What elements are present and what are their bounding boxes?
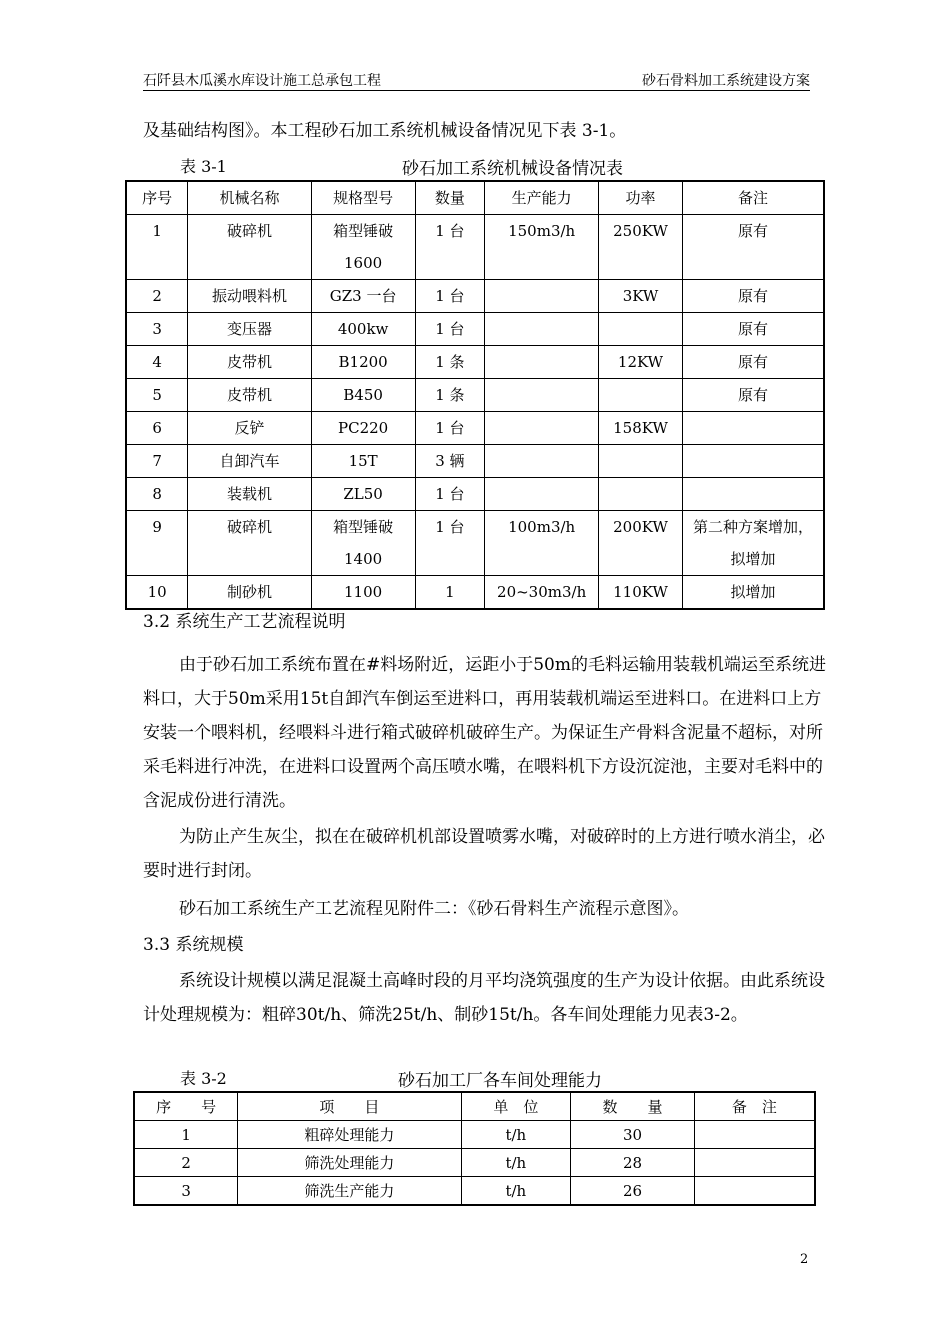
table-cell: 原有 bbox=[682, 379, 824, 412]
col-header: 序 号 bbox=[134, 1092, 238, 1121]
table-cell: 1 台 bbox=[415, 412, 485, 445]
table-cell: t/h bbox=[461, 1177, 571, 1206]
table-cell bbox=[485, 478, 599, 511]
table-cell: 筛洗生产能力 bbox=[238, 1177, 461, 1206]
section-3-3-heading: 3.3 系统规模 bbox=[143, 935, 244, 955]
intro-text: 及基础结构图》。本工程砂石加工系统机械设备情况见下表 3-1。 bbox=[143, 121, 627, 141]
table-cell: 箱型锤破 1600 bbox=[311, 215, 415, 280]
page-number: 2 bbox=[800, 1252, 809, 1267]
table-cell: 破碎机 bbox=[188, 215, 311, 280]
section-3-2-paragraph-2: 为防止产生灰尘，拟在在破碎机机部设置喷雾水嘴，对破碎时的上方进行喷水消尘，必要时进行封闭。 bbox=[143, 827, 825, 881]
table-cell: 7 bbox=[126, 445, 188, 478]
table-cell: 皮带机 bbox=[188, 346, 311, 379]
table-row bbox=[126, 346, 824, 379]
table-cell: t/h bbox=[461, 1149, 571, 1177]
table-cell: GZ3 一台 bbox=[311, 280, 415, 313]
table-cell: 第二种方案增加，拟增加 bbox=[682, 511, 824, 576]
table-cell: 振动喂料机 bbox=[188, 280, 311, 313]
table-cell: 2 bbox=[126, 280, 188, 313]
table2-caption-number: 表 3-2 bbox=[180, 1069, 227, 1088]
table-cell: B1200 bbox=[311, 346, 415, 379]
col-header: 数量 bbox=[415, 181, 485, 215]
table-cell: 20~30m3/h bbox=[485, 576, 599, 610]
section-3-2-heading: 3.2 系统生产工艺流程说明 bbox=[143, 612, 346, 632]
table-cell: 250KW bbox=[599, 215, 683, 280]
table-cell: 原有 bbox=[682, 215, 824, 280]
table-cell: 1 台 bbox=[415, 478, 485, 511]
table-cell bbox=[694, 1149, 815, 1177]
table-cell: 箱型锤破 1400 bbox=[311, 511, 415, 576]
table-row bbox=[134, 1121, 815, 1149]
table-cell: 变压器 bbox=[188, 313, 311, 346]
table-row bbox=[126, 379, 824, 412]
table-cell: 1 bbox=[126, 215, 188, 280]
table-cell: 110KW bbox=[599, 576, 683, 610]
header-document-title: 砂石骨料加工系统建设方案 bbox=[642, 73, 810, 89]
col-header: 机械名称 bbox=[188, 181, 311, 215]
table-cell: 3KW bbox=[599, 280, 683, 313]
table-cell: 100m3/h bbox=[485, 511, 599, 576]
page-header bbox=[143, 70, 810, 91]
table-row bbox=[126, 412, 824, 445]
table-cell: 150m3/h bbox=[485, 215, 599, 280]
table-cell: 158KW bbox=[599, 412, 683, 445]
table-row bbox=[126, 511, 824, 576]
section-3-3-paragraph-1: 系统设计规模以满足混凝土高峰时段的月平均浇筑强度的生产为设计依据。由此系统设计处理规模为：粗碎30t/h、筛洗25t/h、制砂15t/h。各车间处理能力见表3-2。 bbox=[143, 971, 825, 1025]
table-row bbox=[126, 478, 824, 511]
table-cell: B450 bbox=[311, 379, 415, 412]
table-cell: 原有 bbox=[682, 280, 824, 313]
table-row bbox=[134, 1177, 815, 1206]
table-cell: 30 bbox=[571, 1121, 695, 1149]
table-cell: 1 条 bbox=[415, 346, 485, 379]
table-cell: 200KW bbox=[599, 511, 683, 576]
table-cell: 1 台 bbox=[415, 215, 485, 280]
col-header: 备 注 bbox=[694, 1092, 815, 1121]
table-cell: 4 bbox=[126, 346, 188, 379]
table-cell: 1 bbox=[134, 1121, 238, 1149]
table-cell bbox=[694, 1121, 815, 1149]
table-cell bbox=[694, 1177, 815, 1206]
equipment-table bbox=[125, 180, 825, 610]
header-project-title: 石阡县木瓜溪水库设计施工总承包工程 bbox=[143, 73, 381, 89]
table-row bbox=[134, 1149, 815, 1177]
table-row bbox=[126, 215, 824, 280]
col-header: 规格型号 bbox=[311, 181, 415, 215]
table-cell: 反铲 bbox=[188, 412, 311, 445]
table-cell: 3 bbox=[134, 1177, 238, 1206]
table-cell: 皮带机 bbox=[188, 379, 311, 412]
table-cell: 原有 bbox=[682, 313, 824, 346]
table-cell: 拟增加 bbox=[682, 576, 824, 610]
col-header: 序号 bbox=[126, 181, 188, 215]
section-3-2-paragraph-1: 由于砂石加工系统布置在#料场附近，运距小于50m的毛料运输用装载机端运至系统进料口，大于50m采用15t自卸汽车倒运至进料口，再用装载机端运至进料口。在进料口上方安装一个喂料机，经喂料斗进行箱式破碎机破碎生产。为保证生产骨料含泥量不超标，对所采毛料进行冲洗，在进料口设置两个高压喷水嘴，在喂料机下方设沉淀池，主要对毛料中的含泥成份进行清洗。 bbox=[143, 655, 826, 811]
table-cell: 3 辆 bbox=[415, 445, 485, 478]
table-header-row bbox=[126, 181, 824, 215]
table-cell: 制砂机 bbox=[188, 576, 311, 610]
table-cell: 9 bbox=[126, 511, 188, 576]
table-cell bbox=[485, 379, 599, 412]
table-cell bbox=[599, 445, 683, 478]
col-header: 生产能力 bbox=[485, 181, 599, 215]
table-cell bbox=[682, 478, 824, 511]
table-cell: 破碎机 bbox=[188, 511, 311, 576]
table-cell: 1100 bbox=[311, 576, 415, 610]
table-cell: 原有 bbox=[682, 346, 824, 379]
table-cell bbox=[599, 379, 683, 412]
table2-caption-title: 砂石加工厂各车间处理能力 bbox=[398, 1071, 602, 1091]
table-cell bbox=[485, 280, 599, 313]
col-header: 备注 bbox=[682, 181, 824, 215]
table1-caption-title: 砂石加工系统机械设备情况表 bbox=[402, 159, 623, 179]
workshop-capacity-table bbox=[133, 1091, 816, 1206]
table-cell: 15T bbox=[311, 445, 415, 478]
section-3-2-paragraph-3: 砂石加工系统生产工艺流程见附件二：《砂石骨料生产流程示意图》。 bbox=[179, 899, 689, 919]
table-cell bbox=[485, 313, 599, 346]
table-cell: PC220 bbox=[311, 412, 415, 445]
table-cell: ZL50 bbox=[311, 478, 415, 511]
table-cell: 装载机 bbox=[188, 478, 311, 511]
table-row bbox=[126, 445, 824, 478]
table-cell: 1 bbox=[415, 576, 485, 610]
table-cell: 8 bbox=[126, 478, 188, 511]
col-header: 项 目 bbox=[238, 1092, 461, 1121]
table-cell bbox=[682, 445, 824, 478]
table-cell: 26 bbox=[571, 1177, 695, 1206]
table-cell: t/h bbox=[461, 1121, 571, 1149]
table1-caption-number: 表 3-1 bbox=[180, 157, 227, 176]
table-cell: 筛洗处理能力 bbox=[238, 1149, 461, 1177]
table-cell bbox=[485, 445, 599, 478]
table-cell bbox=[682, 412, 824, 445]
table-row bbox=[126, 576, 824, 610]
table-cell: 3 bbox=[126, 313, 188, 346]
table-cell: 12KW bbox=[599, 346, 683, 379]
table-cell: 10 bbox=[126, 576, 188, 610]
table-cell: 1 台 bbox=[415, 511, 485, 576]
table-header-row bbox=[134, 1092, 815, 1121]
table-cell bbox=[485, 412, 599, 445]
col-header: 数 量 bbox=[571, 1092, 695, 1121]
col-header: 单 位 bbox=[461, 1092, 571, 1121]
table-cell: 1 条 bbox=[415, 379, 485, 412]
table-cell bbox=[485, 346, 599, 379]
table-cell: 6 bbox=[126, 412, 188, 445]
table-cell: 400kw bbox=[311, 313, 415, 346]
table-cell: 28 bbox=[571, 1149, 695, 1177]
table-cell: 1 台 bbox=[415, 280, 485, 313]
table-cell: 5 bbox=[126, 379, 188, 412]
table-cell: 粗碎处理能力 bbox=[238, 1121, 461, 1149]
table-cell: 1 台 bbox=[415, 313, 485, 346]
table-cell bbox=[599, 313, 683, 346]
table-cell: 2 bbox=[134, 1149, 238, 1177]
table-row bbox=[126, 313, 824, 346]
table-row bbox=[126, 280, 824, 313]
col-header: 功率 bbox=[599, 181, 683, 215]
table-cell bbox=[599, 478, 683, 511]
table-cell: 自卸汽车 bbox=[188, 445, 311, 478]
